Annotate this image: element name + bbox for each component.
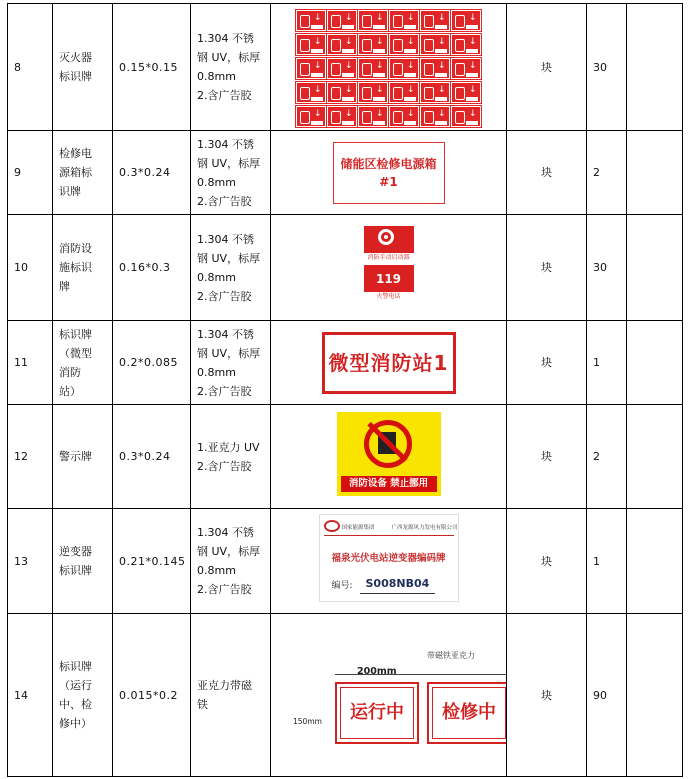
extinguisher-label-icon: ↓ [358, 34, 388, 55]
table-row [8, 4, 683, 131]
extinguisher-label-icon: ↓ [358, 82, 388, 103]
item-name: 灭火器 标识牌 [53, 4, 113, 131]
item-name: 标识牌 （运行 中、检 修中） [53, 614, 113, 777]
row-number: 8 [8, 4, 53, 131]
extinguisher-label-icon: ↓ [389, 58, 419, 79]
extinguisher-label-icon: ↓ [296, 82, 326, 103]
item-quantity: 2 [587, 131, 627, 215]
row-number: 10 [8, 215, 53, 321]
remark-cell [627, 4, 683, 131]
item-size: 0.3*0.24 [113, 405, 191, 509]
extinguisher-label-icon: ↓ [296, 34, 326, 55]
row-number: 14 [8, 614, 53, 777]
item-unit: 块 [507, 405, 587, 509]
remark-cell [627, 131, 683, 215]
extinguisher-label-icon: ↓ [451, 58, 481, 79]
item-size: 0.2*0.085 [113, 321, 191, 405]
row-number: 12 [8, 405, 53, 509]
running-maintenance-magnetic-tags: 带磁铁亚克力 200mm 150mm 运行中 检修中 [277, 614, 507, 776]
item-image [271, 509, 507, 614]
height-dimension: 150mm [293, 717, 322, 726]
extinguisher-label-icon: ↓ [420, 106, 450, 127]
item-name: 警示牌 [53, 405, 113, 509]
table-row [8, 321, 683, 405]
maintenance-tag: 检修中 [427, 682, 507, 744]
row-number: 11 [8, 321, 53, 405]
extinguisher-label-icon: ↓ [327, 82, 357, 103]
fire-facility-signs [363, 226, 415, 304]
item-size: 0.15*0.15 [113, 4, 191, 131]
item-name: 逆变器 标识牌 [53, 509, 113, 614]
maintenance-power-box-sign: 储能区检修电源箱 #1 [333, 142, 445, 204]
item-size: 0.21*0.145 [113, 509, 191, 614]
extinguisher-label-icon: ↓ [389, 34, 419, 55]
extinguisher-label-icon: ↓ [327, 58, 357, 79]
table-row [8, 509, 683, 614]
extinguisher-label-icon: ↓ [420, 82, 450, 103]
table-row [8, 131, 683, 215]
item-size: 0.3*0.24 [113, 131, 191, 215]
extinguisher-label-icon: ↓ [389, 10, 419, 31]
extinguisher-label-icon: ↓ [358, 106, 388, 127]
item-unit: 块 [507, 321, 587, 405]
divider [324, 535, 454, 536]
extinguisher-label-icon: ↓ [451, 106, 481, 127]
remark-cell [627, 215, 683, 321]
extinguisher-label-icon: ↓ [451, 34, 481, 55]
item-quantity: 2 [587, 405, 627, 509]
item-image [271, 405, 507, 509]
remark-cell [627, 321, 683, 405]
item-image [271, 4, 507, 131]
running-tag: 运行中 [335, 682, 419, 744]
fire-phone-sign: 119 火警电话 [364, 265, 414, 301]
table-row [8, 215, 683, 321]
item-image [271, 321, 507, 405]
item-unit: 块 [507, 215, 587, 321]
item-unit: 块 [507, 509, 587, 614]
extinguisher-label-icon: ↓ [420, 10, 450, 31]
item-quantity: 30 [587, 215, 627, 321]
spec-table [7, 3, 683, 777]
item-quantity: 1 [587, 509, 627, 614]
item-material: 1.304 不锈 钢 UV，标厚 0.8mm 2.含广告胶 [191, 131, 271, 215]
item-material: 1.304 不锈 钢 UV，标厚 0.8mm 2.含广告胶 [191, 4, 271, 131]
extinguisher-label-icon: ↓ [296, 58, 326, 79]
extinguisher-label-icon: ↓ [420, 34, 450, 55]
extinguisher-label-icon: ↓ [327, 106, 357, 127]
item-quantity: 30 [587, 4, 627, 131]
row-number: 13 [8, 509, 53, 614]
width-dimension: 200mm [357, 666, 397, 677]
item-material: 1.304 不锈 钢 UV，标厚 0.8mm 2.含广告胶 [191, 321, 271, 405]
phone-number-text: 119 [375, 271, 402, 286]
manual-alarm-button-sign: 消防手动启动器 [364, 226, 414, 262]
item-unit: 块 [507, 614, 587, 777]
extinguisher-label-icon: ↓ [451, 10, 481, 31]
item-unit: 块 [507, 4, 587, 131]
item-name: 标识牌 （微型 消防 站） [53, 321, 113, 405]
item-name: 检修电 源箱标 识牌 [53, 131, 113, 215]
extinguisher-label-icon: ↓ [327, 10, 357, 31]
extinguisher-label-icon: ↓ [358, 58, 388, 79]
extinguisher-label-icon: ↓ [296, 106, 326, 127]
item-image [271, 614, 507, 777]
inverter-code-sign: 国家能源集团 广西龙源风力发电有限公司 福泉光伏电站逆变器编码牌 编号: S008NB04 [319, 514, 459, 602]
extinguisher-label-icon: ↓ [296, 10, 326, 31]
extinguisher-label-icon: ↓ [389, 82, 419, 103]
fire-extinguisher-label-sheet [296, 10, 482, 127]
item-material: 1.亚克力 UV 2.含广告胶 [191, 405, 271, 509]
extinguisher-label-icon: ↓ [451, 82, 481, 103]
item-quantity: 90 [587, 614, 627, 777]
dimension-line [335, 674, 507, 675]
extinguisher-label-icon: ↓ [420, 58, 450, 79]
remark-cell [627, 509, 683, 614]
alarm-button-icon [378, 229, 394, 245]
micro-fire-station-sign: 微型消防站1 [322, 332, 456, 394]
item-image [271, 215, 507, 321]
no-misuse-fire-equipment-sign: 消防设备 禁止挪用 [337, 412, 441, 496]
row-number: 9 [8, 131, 53, 215]
item-quantity: 1 [587, 321, 627, 405]
item-size: 0.015*0.2 [113, 614, 191, 777]
item-material: 亚克力带磁 铁 [191, 614, 271, 777]
table-row [8, 614, 683, 777]
extinguisher-label-icon: ↓ [358, 10, 388, 31]
item-image [271, 131, 507, 215]
item-unit: 块 [507, 131, 587, 215]
remark-cell [627, 405, 683, 509]
extinguisher-label-icon: ↓ [389, 106, 419, 127]
extinguisher-label-icon: ↓ [327, 34, 357, 55]
company-logo-icon [324, 520, 340, 532]
item-material: 1.304 不锈 钢 UV，标厚 0.8mm 2.含广告胶 [191, 215, 271, 321]
item-size: 0.16*0.3 [113, 215, 191, 321]
item-material: 1.304 不锈 钢 UV，标厚 0.8mm 2.含广告胶 [191, 509, 271, 614]
remark-cell [627, 614, 683, 777]
table-row [8, 405, 683, 509]
item-name: 消防设 施标识 牌 [53, 215, 113, 321]
